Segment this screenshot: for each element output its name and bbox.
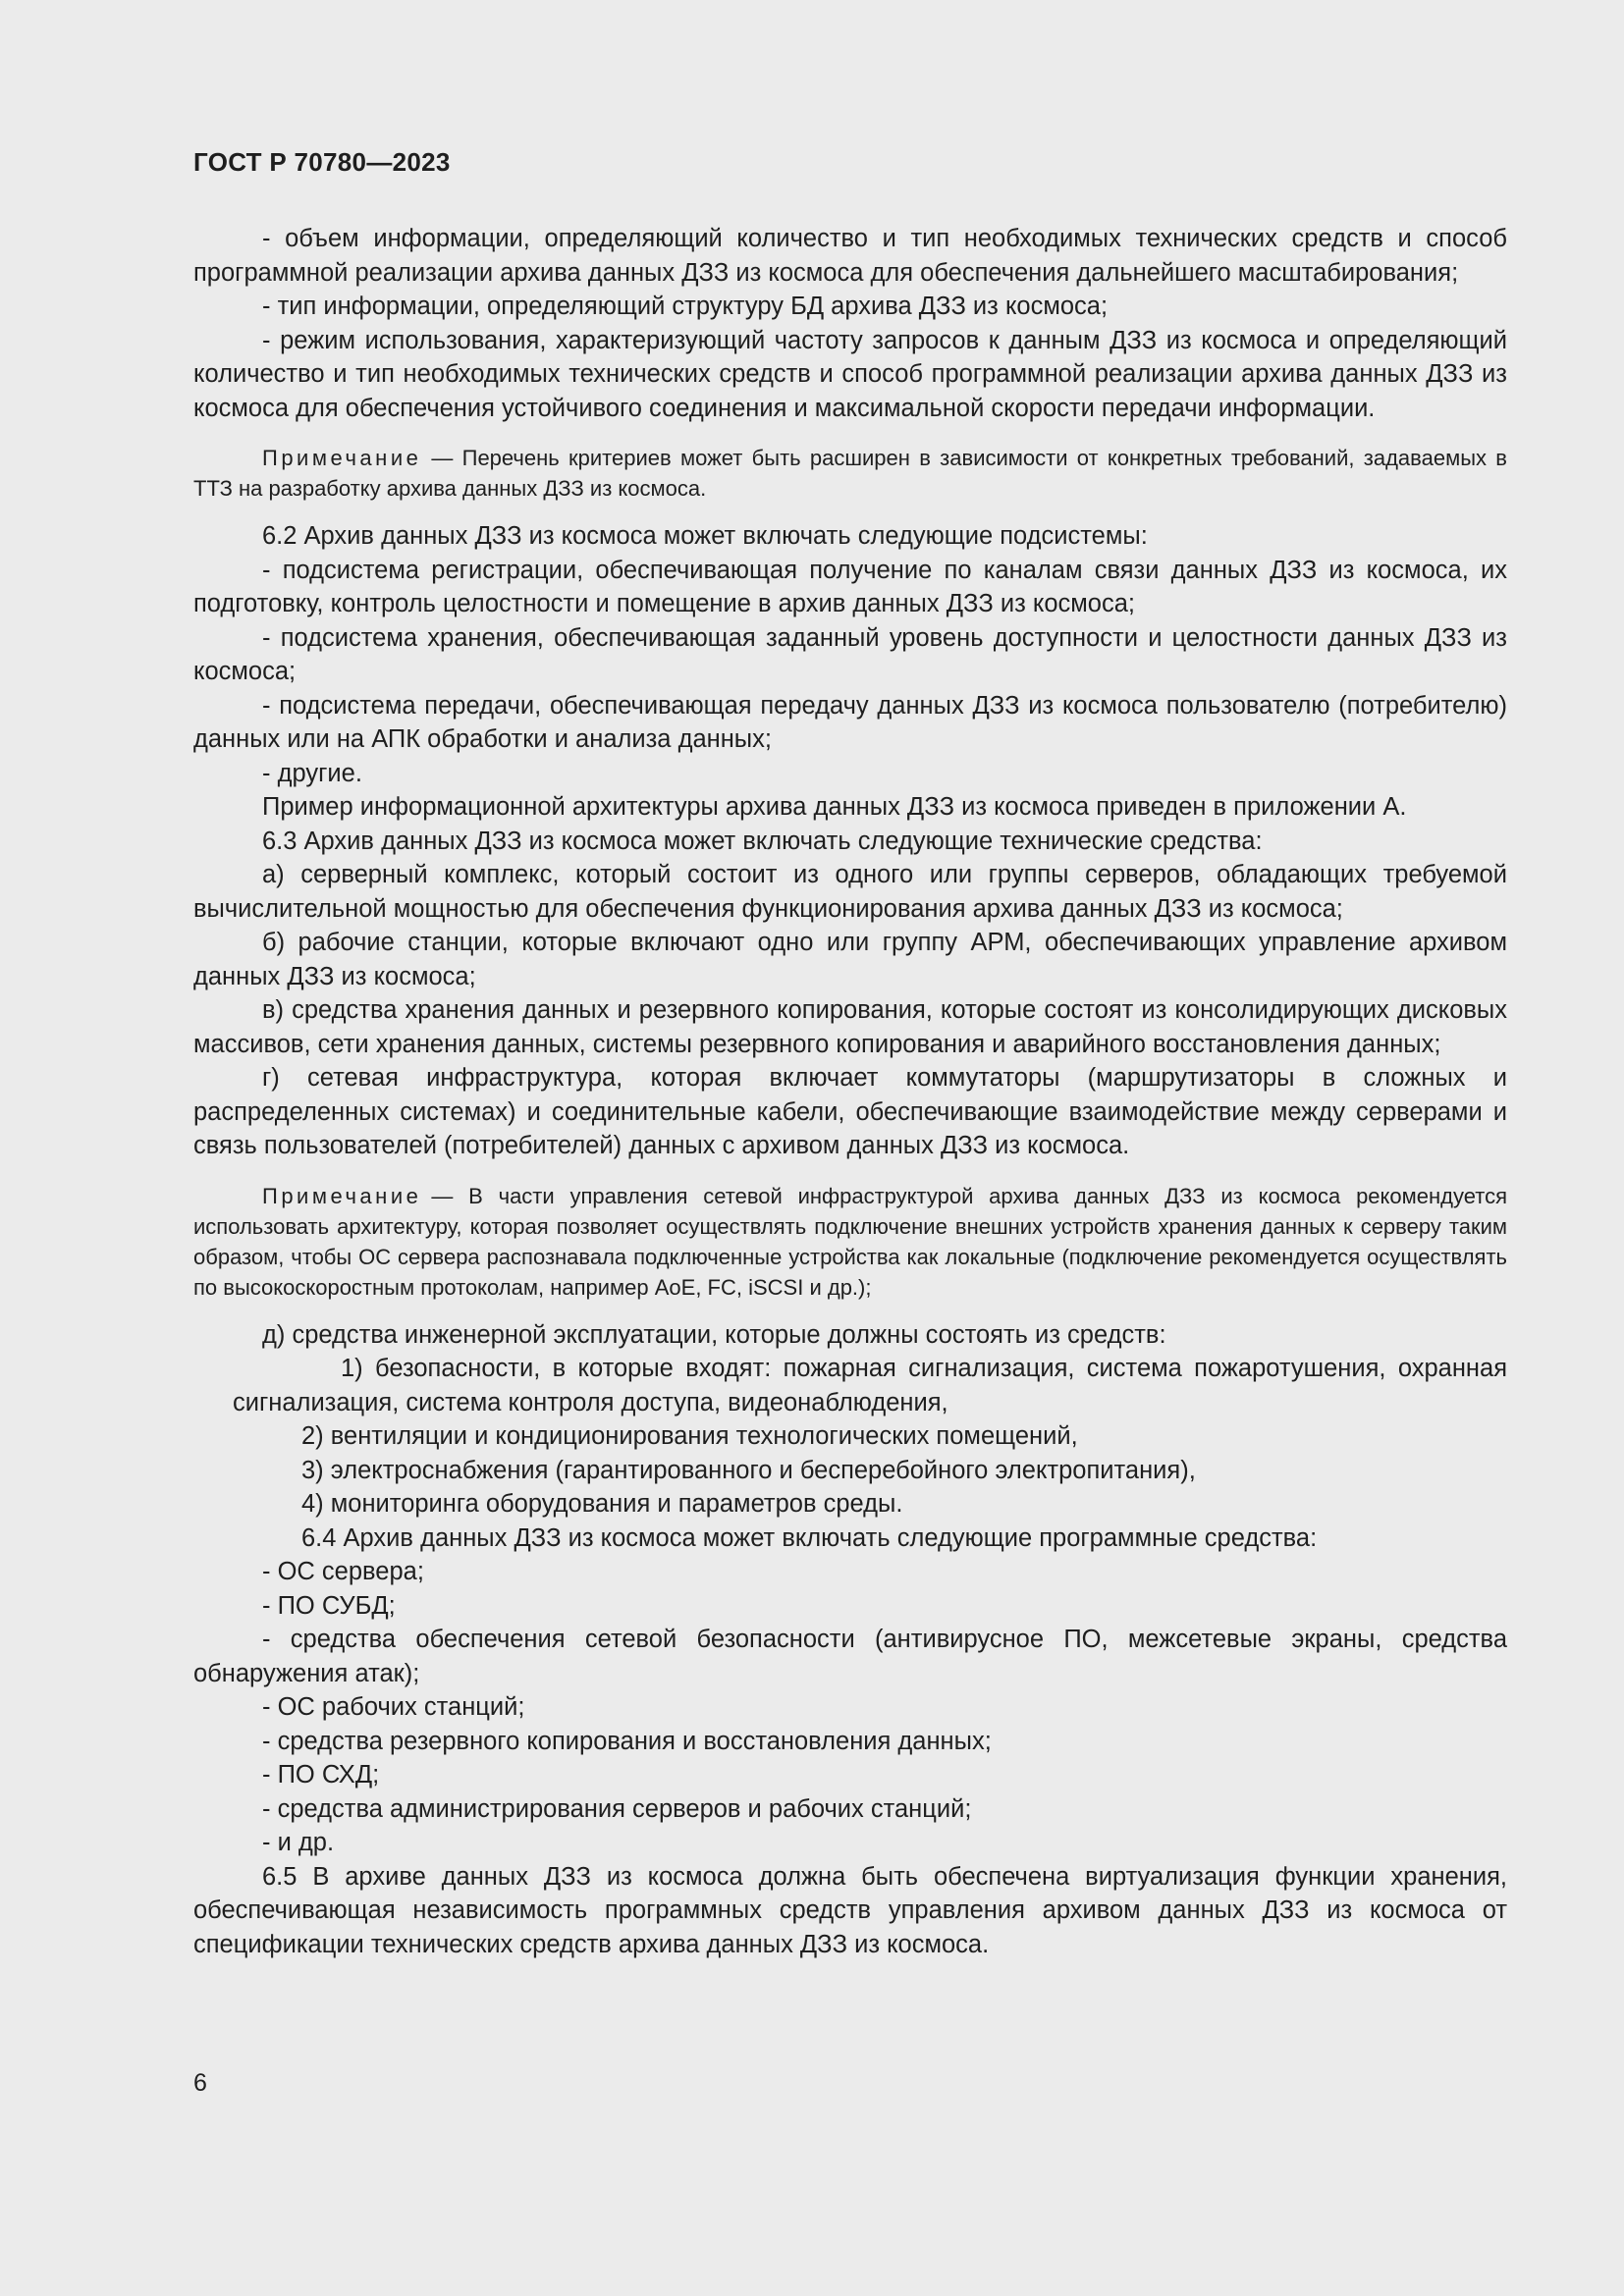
paragraph: - режим использования, характеризующий частоту запросов к данным ДЗЗ из космоса и определяющий количество и тип необходимых технических средств и способ программной реализации архива данных ДЗЗ из космоса для обеспечения устойчивого соединения и максимальной скорости передачи информации.	[193, 326, 1507, 422]
paragraph: - ОС сервера;	[262, 1558, 424, 1585]
paragraph: в) средства хранения данных и резервного копирования, которые состоят из консолидирующих дисковых массивов, сети хранения данных, системы резервного копирования и аварийного восстановления данных;	[193, 996, 1507, 1058]
paragraph: д) средства инженерной эксплуатации, которые должны состоять из средств:	[262, 1320, 1166, 1349]
paragraph: 6.5 В архиве данных ДЗЗ из космоса должна быть обеспечена виртуализация функции хранения, обеспечивающая независимость программных средств управления архивом данных ДЗЗ из космоса от спецификации технических средств архива данных ДЗЗ из космоса.	[193, 1862, 1507, 1958]
paragraph: - ОС рабочих станций;	[262, 1693, 525, 1721]
paragraph: - средства администрирования серверов и рабочих станций;	[262, 1794, 972, 1823]
paragraph: 6.2 Архив данных ДЗЗ из космоса может включать следующие подсистемы:	[262, 522, 1148, 550]
note-label: Примечание	[262, 1183, 422, 1208]
note-text: — В части управления сетевой инфраструктурой архива данных ДЗЗ из космоса рекомендуется использовать архитектуру, которая позволяет осуществлять подключение внешних устройств хранения данных к серверу таким образом, чтобы ОС сервера распознавала подключенные устройства как локальные (подключение рекомендуется осуществлять по высокоскоростным протоколам, например AoE, FC, iSCSI и др.);	[193, 1183, 1507, 1300]
paragraph: а) серверный комплекс, который состоит из одного или группы серверов, обладающих требуемой вычислительной мощностью для обеспечения функционирования архива данных ДЗЗ из космоса;	[193, 861, 1507, 923]
paragraph: - подсистема передачи, обеспечивающая передачу данных ДЗЗ из космоса пользователю (потребителю) данных или на АПК обработки и анализа данных;	[193, 691, 1507, 753]
note-1	[193, 443, 1507, 504]
paragraph: - подсистема регистрации, обеспечивающая получение по каналам связи данных ДЗЗ из космоса, их подготовку, контроль целостности и помещение в архив данных ДЗЗ из космоса;	[193, 556, 1507, 617]
paragraph: г) сетевая инфраструктура, которая включает коммутаторы (маршрутизаторы в сложных и распределенных системах) и соединительные кабели, обеспечивающие взаимодействие между серверами и связь пользователей (потребителей) данных с архивом данных ДЗЗ из космоса.	[193, 1064, 1507, 1159]
paragraph: - ПО СХД;	[262, 1761, 380, 1789]
paragraph: - объем информации, определяющий количество и тип необходимых технических средств и способ программной реализации архива данных ДЗЗ из космоса для обеспечения дальнейшего масштабирования;	[193, 225, 1507, 287]
paragraph: - подсистема хранения, обеспечивающая заданный уровень доступности и целостности данных ДЗЗ из космоса;	[193, 623, 1507, 685]
paragraph: - средства резервного копирования и восстановления данных;	[262, 1727, 992, 1755]
note-label: Примечание	[262, 446, 422, 470]
note-2	[193, 1181, 1507, 1303]
paragraph: - тип информации, определяющий структуру БД архива ДЗЗ из космоса;	[262, 293, 1109, 320]
paragraph: 6.4 Архив данных ДЗЗ из космоса может включать следующие программные средства:	[301, 1523, 1318, 1552]
paragraph: - другие.	[262, 759, 362, 787]
paragraph: 1) безопасности, в которые входят: пожарная сигнализация, система пожаротушения, охранная сигнализация, система контроля доступа, видеонаблюдения,	[233, 1355, 1507, 1416]
page-number: 6	[193, 2069, 207, 2097]
paragraph: - и др.	[262, 1829, 335, 1856]
paragraph: - ПО СУБД;	[262, 1591, 396, 1620]
paragraph: - средства обеспечения сетевой безопасности (антивирусное ПО, межсетевые экраны, средства обнаружения атак);	[193, 1626, 1507, 1687]
paragraph: б) рабочие станции, которые включают одно или группу АРМ, обеспечивающих управление архивом данных ДЗЗ из космоса;	[193, 929, 1507, 990]
standard-code-header: ГОСТ Р 70780—2023	[193, 147, 451, 177]
paragraph: 6.3 Архив данных ДЗЗ из космоса может включать следующие технические средства:	[262, 827, 1263, 855]
paragraph: Пример информационной архитектуры архива данных ДЗЗ из космоса приведен в приложении А.	[262, 793, 1407, 821]
body-text	[193, 222, 1507, 1961]
paragraph: 3) электроснабжения (гарантированного и бесперебойного электропитания),	[301, 1456, 1196, 1484]
paragraph: 4) мониторинга оборудования и параметров среды.	[301, 1490, 903, 1518]
note-text: — Перечень критериев может быть расширен в зависимости от конкретных требований, задаваемых в ТТЗ на разработку архива данных ДЗЗ из космоса.	[193, 446, 1507, 501]
paragraph: 2) вентиляции и кондиционирования технологических помещений,	[301, 1422, 1078, 1450]
